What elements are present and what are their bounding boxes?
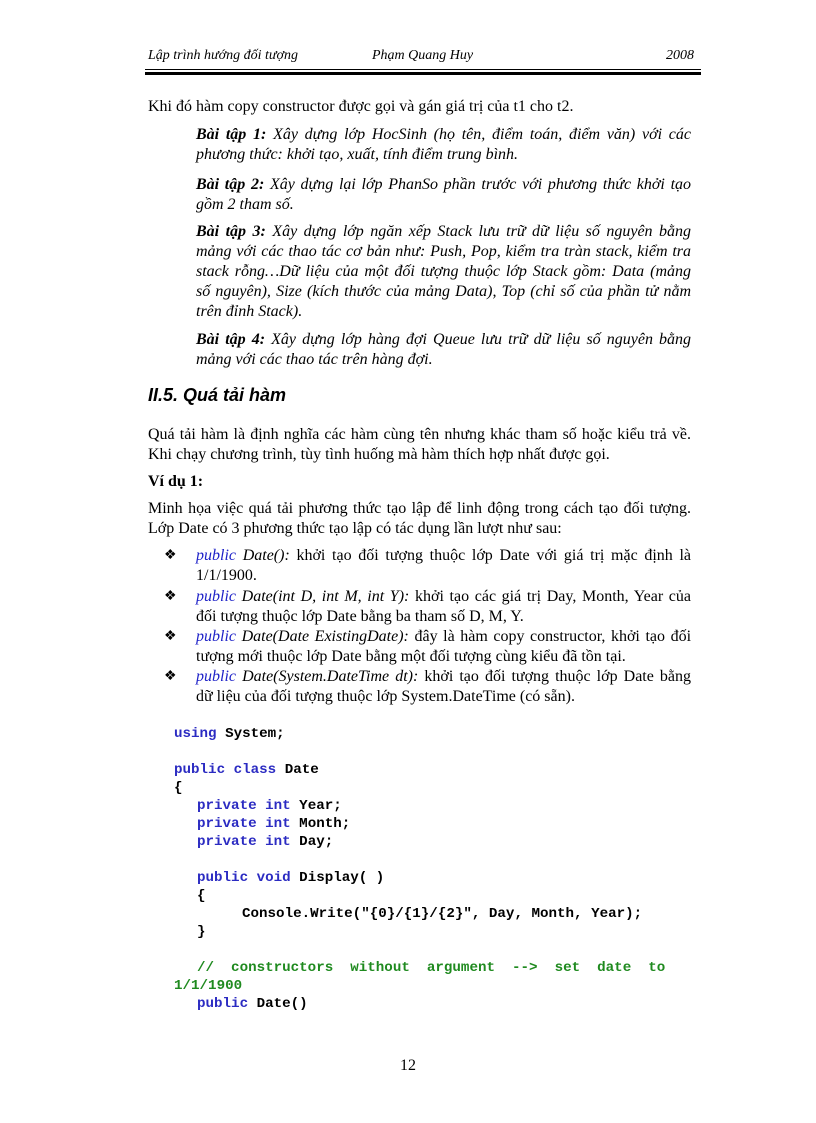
- code-keyword: class: [233, 762, 277, 778]
- exercise-1: [196, 125, 691, 165]
- code-text: Year;: [290, 798, 342, 814]
- code-text: Day;: [290, 834, 334, 850]
- signature: Date(int D, int M, int Y):: [241, 588, 410, 605]
- paragraph-line: Quá tải hàm là định nghĩa các hàm cùng tên nhưng khác tham số hoặc kiểu trả về.: [148, 426, 691, 443]
- code-line: [197, 869, 384, 887]
- bullet-icon: ❖: [164, 629, 177, 644]
- exercise-text: trên đỉnh Stack).: [196, 303, 303, 320]
- exercise-text: Xây dựng lớp ngăn xếp Stack lưu trữ dữ liệu số nguyên bằng: [272, 223, 692, 240]
- code-keyword: private: [197, 834, 257, 850]
- keyword: public: [196, 668, 236, 685]
- exercise-label: Bài tập 4:: [196, 331, 266, 348]
- exercise-text: Xây dựng lại lớp PhanSo phần trước với phương thức khởi tạo: [269, 176, 692, 193]
- code-keyword: int: [265, 834, 291, 850]
- section-title: II.5. Quá tải hàm: [148, 385, 287, 405]
- code-comment: 1/1/1900: [174, 978, 243, 994]
- code-text: Display( ): [290, 870, 385, 886]
- bullet-icon: ❖: [164, 669, 177, 684]
- exercise-text: gồm 2 tham số.: [196, 196, 294, 213]
- header-course: Lập trình hướng đối tượng: [148, 48, 299, 63]
- code-keyword: public: [197, 996, 249, 1012]
- exercise-text: mảng với các thao tác trên hàng đợi.: [196, 351, 433, 368]
- header-rule-thick: [145, 72, 701, 75]
- header-year: 2008: [666, 48, 694, 63]
- signature: Date(System.DateTime dt):: [242, 668, 419, 685]
- code-keyword: int: [265, 816, 291, 832]
- code-keyword: private: [197, 798, 257, 814]
- signature: Date(Date ExistingDate):: [241, 628, 409, 645]
- code-line: [197, 995, 308, 1013]
- code-text: Month;: [290, 816, 351, 832]
- exercise-text: Xây dựng lớp hàng đợi Queue lưu trữ dữ liệu số nguyên bằng: [271, 331, 692, 348]
- bullet-item: [196, 667, 691, 707]
- code-line: [197, 833, 333, 851]
- code-text: Date: [276, 762, 319, 778]
- header-author: Phạm Quang Huy: [372, 48, 474, 63]
- keyword: public: [196, 588, 236, 605]
- code-line: {: [174, 780, 183, 796]
- code-keyword: void: [256, 870, 291, 886]
- code-line: [174, 761, 319, 779]
- code-line: }: [197, 924, 206, 940]
- code-comment: // constructors without argument --> set date to: [197, 960, 666, 976]
- bullet-item: [196, 587, 691, 627]
- code-keyword: public: [174, 762, 226, 778]
- code-text: Date(): [248, 996, 308, 1012]
- bullet-text: đối tượng thuộc lớp Date bằng ba tham số D, M, Y.: [196, 608, 524, 625]
- code-line: [174, 725, 285, 743]
- bullet-text: đây là hàm copy constructor, khởi tạo đối: [414, 628, 692, 645]
- paragraph-line: Minh họa việc quá tải phương thức tạo lập để linh động trong cách tạo đối tượng.: [148, 500, 691, 517]
- exercise-2: [196, 175, 691, 215]
- code-keyword: int: [265, 798, 291, 814]
- paragraph-line: Khi chạy chương trình, tùy tình huống mà hàm thích hợp nhất được gọi.: [148, 446, 610, 463]
- exercise-text: Xây dựng lớp HocSinh (họ tên, điểm toán, điểm văn) với các: [273, 126, 691, 143]
- exercise-label: Bài tập 2:: [196, 176, 265, 193]
- exercise-text: phương thức: khởi tạo, xuất, tính điểm trung bình.: [196, 146, 519, 163]
- paragraph-line: Lớp Date có 3 phương thức tạo lập có tác dụng lần lượt như sau:: [148, 520, 562, 537]
- code-text: System;: [216, 726, 285, 742]
- exercise-text: stack rỗng…Dữ liệu của một đối tượng thuộc lớp Stack gồm: Data (mảng: [196, 263, 691, 280]
- paragraph-example: [148, 499, 691, 539]
- exercise-text: số nguyên), Size (kích thước của mảng Data), Top (chỉ số của phần tử nằm: [196, 283, 691, 300]
- exercise-label: Bài tập 3:: [196, 223, 266, 240]
- keyword: public: [196, 547, 236, 564]
- bullet-icon: ❖: [164, 548, 177, 563]
- bullet-text: tượng mới thuộc lớp Date bằng một đối tượng cùng kiểu đã tồn tại.: [196, 648, 626, 665]
- bullet-text: khởi tạo các giá trị Day, Month, Year của: [415, 588, 692, 605]
- signature: Date():: [242, 547, 290, 564]
- bullet-text: dữ liệu của đối tượng thuộc lớp System.DateTime (có sẵn).: [196, 688, 575, 705]
- bullet-text: 1/1/1900.: [196, 567, 257, 584]
- exercise-4: [196, 330, 691, 370]
- exercise-text: mảng với các thao tác cơ bản như: Push, Pop, kiểm tra tràn stack, kiểm tra: [196, 243, 691, 260]
- exercise-label: Bài tập 1:: [196, 126, 267, 143]
- bullet-icon: ❖: [164, 589, 177, 604]
- bullet-text: khởi tạo đối tượng thuộc lớp Date với giá trị mặc định là: [296, 547, 692, 564]
- bullet-text: khởi tạo đối tượng thuộc lớp Date bằng: [424, 668, 692, 685]
- code-line: [197, 797, 342, 815]
- code-line: Console.Write("{0}/{1}/{2}", Day, Month, Year);: [242, 906, 643, 922]
- keyword: public: [196, 628, 236, 645]
- intro-text: Khi đó hàm copy constructor được gọi và gán giá trị của t1 cho t2.: [148, 98, 574, 115]
- code-keyword: private: [197, 816, 257, 832]
- paragraph-overloading: [148, 425, 691, 465]
- exercise-3: [196, 222, 691, 322]
- header-rule-thin: [145, 69, 701, 70]
- code-keyword: public: [197, 870, 249, 886]
- bullet-item: [196, 627, 691, 667]
- code-line: [197, 815, 350, 833]
- example-label: Ví dụ 1:: [148, 473, 204, 490]
- page-number: 12: [400, 1057, 416, 1074]
- code-line: {: [197, 888, 206, 904]
- bullet-item: [196, 546, 691, 586]
- code-keyword: using: [174, 726, 217, 742]
